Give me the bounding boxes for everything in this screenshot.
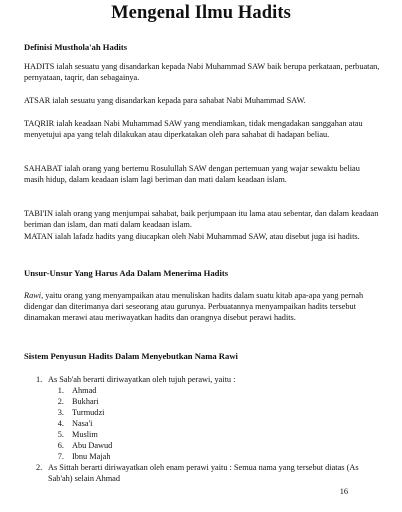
perawi-number: 2. [57,397,64,406]
list-item-text: As Sab'ah berarti diriwayatkan oleh tujuh perawi, yaitu : [48,375,236,384]
perawi-number: 4. [57,419,64,428]
rawi-term: Rawi [24,291,42,300]
list-item-text: As Sittah berarti diriwayatkan oleh enam perawi yaitu : Semua nama yang tersebut diatas (As Sab'ah) selain Ahmad [48,463,359,483]
paragraph-atsar: ATSAR ialah sesuatu yang disandarkan kepada para sahabat Nabi Muhammad SAW. [24,96,306,105]
perawi-number: 6. [57,441,64,450]
list-item [24,374,380,462]
page-title: Mengenal Ilmu Hadits [111,3,291,23]
paragraph-rawi [24,290,380,323]
paragraph-sahabat: SAHABAT ialah orang yang bertemu Rosulullah SAW dengan pertemuan yang wajar sewaktu beliau masih hidup, dalam keadaan islam lagi beriman dan mati dalam keadaan islam. [24,164,360,184]
rawi-system-list [24,374,380,484]
perawi-item [48,451,380,462]
perawi-item [48,396,380,407]
paragraph-tabiin: TABI'IN ialah orang yang menjumpai sahabat, baik perjumpaan itu lama atau sebentar, dan dalam keadaan beriman dan islam, dan mati dalam keadaan islam. [24,209,379,229]
perawi-list [48,385,380,462]
perawi-item [48,407,380,418]
perawi-number: 7. [57,452,64,461]
page-number: 16 [339,487,348,496]
perawi-number: 3. [57,408,64,417]
perawi-item [48,418,380,429]
paragraph-taqrir: TAQRIR ialah keadaan Nabi Muhammad SAW yang mendiamkan, tidak mengadakan sanggahan atau menyetujui apa yang telah dilakukan atau diperkatakan oleh para sahabat di hadapan beliau. [24,119,363,139]
perawi-item [48,429,380,440]
list-item-number: 2. [36,463,43,472]
perawi-item [48,385,380,396]
perawi-number: 5. [57,430,64,439]
perawi-name: Ahmad [72,386,97,395]
paragraph-hadits: HADITS ialah sesuatu yang disandarkan kepada Nabi Muhammad SAW baik berupa perkataan, perbuatan, pernyataan, taqrir, dan sebagainya. [24,62,380,82]
perawi-name: Turmudzi [72,408,105,417]
rawi-definition: , yaitu orang yang menyampaikan atau menuliskan hadits dalam suatu kitab apa-apa yang pernah didengar dan diterimanya dari seseorang atau gurunya. Perbuatannya menyampaikan hadits tersebut dinamakan merawi atau meriwayatkan hadits dan orangnya disebut perawi hadits. [24,291,364,322]
list-item-number: 1. [36,375,43,384]
perawi-name: Ibnu Majah [72,452,111,461]
perawi-item [48,440,380,451]
perawi-name: Nasa'i [72,419,93,428]
perawi-name: Abu Dawud [72,441,113,450]
list-item [24,462,380,484]
perawi-name: Bukhari [72,397,99,406]
perawi-name: Muslim [72,430,98,439]
perawi-number: 1. [57,386,64,395]
section-heading-sistem: Sistem Penyusun Hadits Dalam Menyebutkan Nama Rawi [24,351,238,361]
section-heading-unsur: Unsur-Unsur Yang Harus Ada Dalam Menerima Hadits [24,268,229,278]
paragraph-matan: MATAN ialah lafadz hadits yang diucapkan oleh Nabi Muhammad SAW, atau disebut juga isi hadits. [24,232,360,241]
section-heading-definisi: Definisi Musthola'ah Hadits [24,42,128,52]
